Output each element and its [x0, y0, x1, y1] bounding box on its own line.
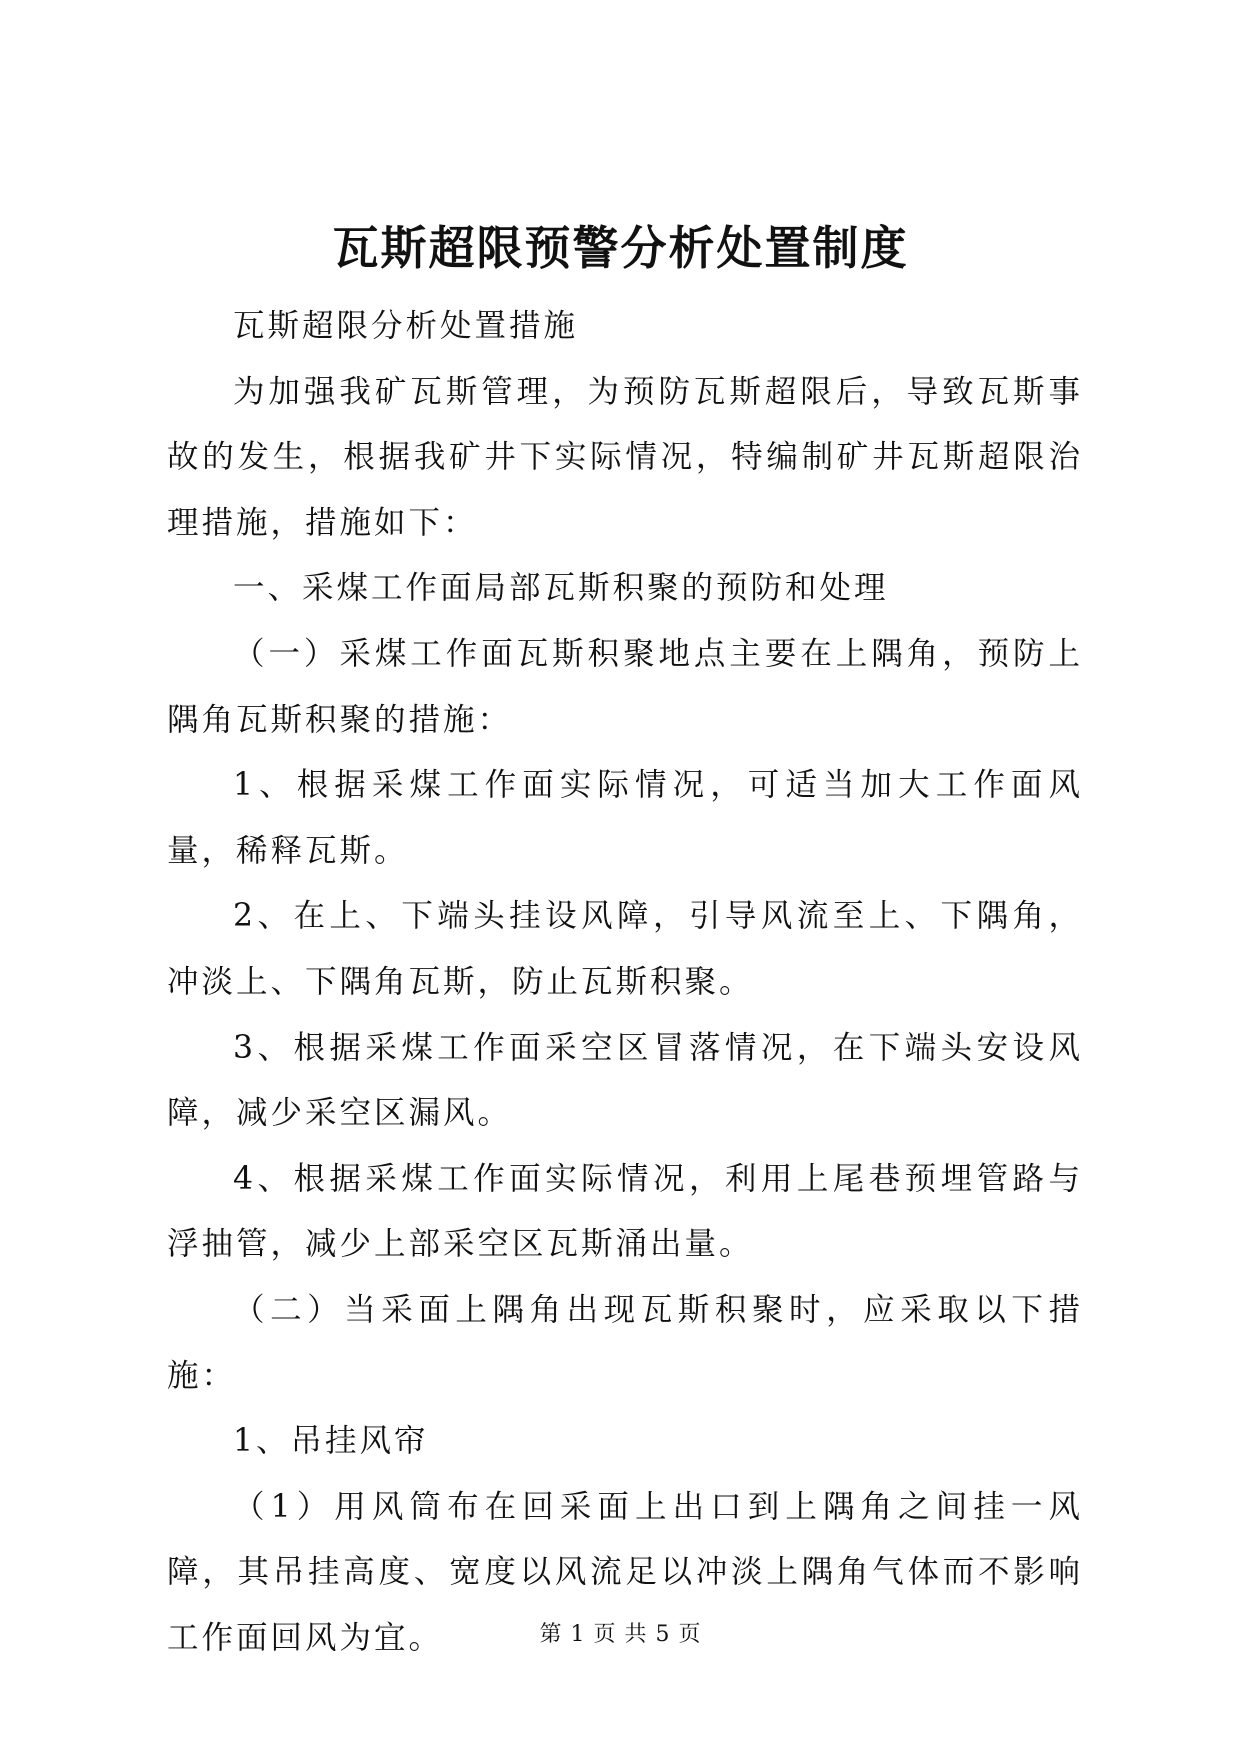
paragraph: 为加强我矿瓦斯管理，为预防瓦斯超限后，导致瓦斯事故的发生，根据我矿井下实际情况，特编制矿井瓦斯超限治理措施，措施如下：	[167, 373, 1083, 541]
list-item: 1、吊挂风帘	[233, 1423, 429, 1460]
document-title: 瓦斯超限预警分析处置制度	[332, 221, 909, 275]
paragraph: 瓦斯超限分析处置措施	[233, 308, 579, 344]
page-number-footer: 第 1 页 共 5 页	[539, 1622, 702, 1647]
list-item: （1）用风筒布在回采面上出口到上隅角之间挂一风障，其吊挂高度、宽度以风流足以冲淡上隅角气体而不影响工作面回风为宜。	[167, 1488, 1083, 1656]
list-item: 2、在上、下端头挂设风障，引导风流至上、下隅角，冲淡上、下隅角瓦斯，防止瓦斯积聚。	[167, 898, 1083, 1000]
subsection-heading: （一）采煤工作面瓦斯积聚地点主要在上隅角，预防上隅角瓦斯积聚的措施：	[167, 635, 1083, 738]
list-item: 1、根据采煤工作面实际情况，可适当加大工作面风量，稀释瓦斯。	[167, 767, 1083, 869]
section-heading: 一、采煤工作面局部瓦斯积聚的预防和处理	[233, 570, 889, 607]
list-item: 3、根据采煤工作面采空区冒落情况，在下端头安设风障，减少采空区漏风。	[167, 1029, 1083, 1132]
subsection-heading: （二）当采面上隅角出现瓦斯积聚时，应采取以下措施：	[167, 1291, 1083, 1394]
list-item: 4、根据采煤工作面实际情况，利用上尾巷预埋管路与浮抽管，减少上部采空区瓦斯涌出量。	[167, 1160, 1083, 1263]
document-body	[167, 294, 1083, 1671]
